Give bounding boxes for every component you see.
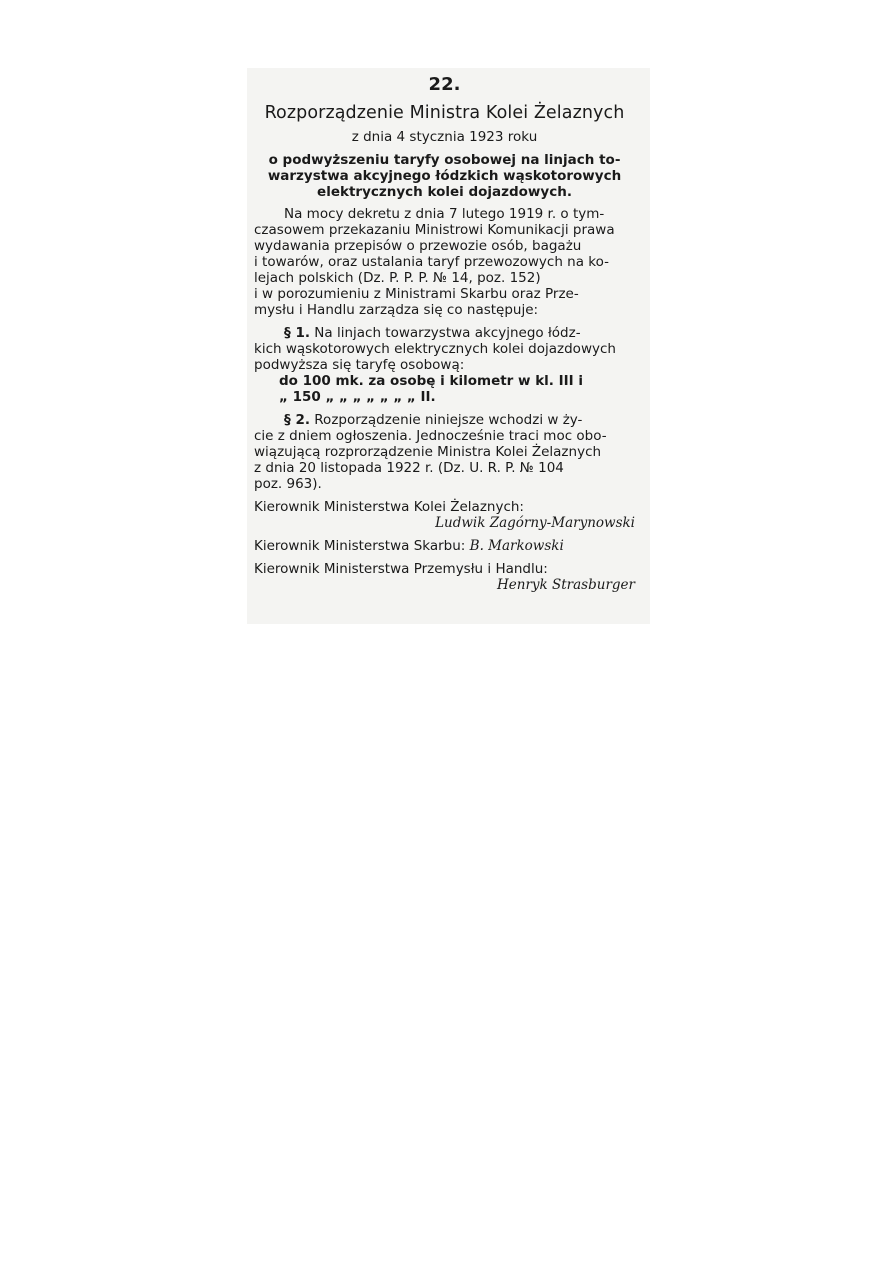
preamble-line: i towarów, oraz ustalania taryf przewozowych na ko- — [254, 254, 610, 270]
preamble-line: Na mocy dekretu z dnia 7 lutego 1919 r. o tym- — [284, 206, 605, 222]
document-subject — [254, 152, 635, 200]
preamble-line: i w porozumieniu z Ministrami Skarbu oraz Prze- — [254, 286, 579, 302]
section-2-line: z dnia 20 listopada 1922 r. (Dz. U. R. P. № 104 — [254, 460, 564, 476]
signature-role: Kierownik Ministerstwa Kolei Żelaznych: — [254, 499, 524, 515]
section-2-text: Rozporządzenie niniejsze wchodzi w ży- — [314, 412, 583, 428]
signatures — [254, 499, 635, 593]
signature-name: Henryk Strasburger — [497, 577, 635, 593]
section-1-first-line — [254, 325, 635, 341]
signature-railways — [254, 499, 635, 531]
document-number: 22. — [428, 74, 461, 95]
signature-role: Kierownik Ministerstwa Przemysłu i Handlu: — [254, 561, 548, 577]
section-2 — [254, 412, 635, 492]
subject-line: elektrycznych kolei dojazdowych. — [317, 184, 572, 200]
subject-line: warzystwa akcyjnego łódzkich wąskotorowych — [267, 168, 622, 184]
section-1-line: kich wąskotorowych elektrycznych kolei dojazdowych — [254, 341, 616, 357]
tariff-line: do 100 mk. za osobę i kilometr w kl. III i — [279, 373, 584, 389]
section-1-text: Na linjach towarzystwa akcyjnego łódz- — [314, 325, 581, 341]
signature-treasury-line — [254, 538, 635, 554]
preamble-line: wydawania przepisów o przewozie osób, bagażu — [254, 238, 582, 254]
section-2-first-line — [254, 412, 635, 428]
preamble — [254, 206, 635, 318]
signature-role: Kierownik Ministerstwa Skarbu: — [254, 538, 466, 554]
document-title: Rozporządzenie Ministra Kolei Żelaznych — [264, 103, 625, 123]
preamble-line: mysłu i Handlu zarządza się co następuje: — [254, 302, 539, 318]
tariff-line: „ 150 „ „ „ „ „ „ „ II. — [279, 389, 436, 405]
section-2-line: cie z dniem ogłoszenia. Jednocześnie traci moc obo- — [254, 428, 607, 444]
section-1 — [254, 325, 635, 373]
subject-line: o podwyższeniu taryfy osobowej na linjach to- — [268, 152, 621, 168]
signature-industry — [254, 561, 635, 593]
signature-name: Ludwik Zagórny-Marynowski — [435, 515, 635, 531]
document-date: z dnia 4 stycznia 1923 roku — [351, 129, 538, 145]
signature-name: B. Markowski — [469, 538, 564, 554]
preamble-line: czasowem przekazaniu Ministrowi Komunikacji prawa — [254, 222, 615, 238]
document-content — [254, 74, 635, 600]
section-2-label: § 2. — [284, 412, 310, 428]
section-1-line: podwyższa się taryfę osobową: — [254, 357, 465, 373]
section-2-line: wiązującą rozprorządzenie Ministra Kolei Żelaznych — [254, 444, 602, 460]
preamble-line: lejach polskich (Dz. P. P. P. № 14, poz. 152) — [254, 270, 541, 286]
section-1-label: § 1. — [284, 325, 310, 341]
signature-treasury — [254, 538, 635, 554]
section-2-line: poz. 963). — [254, 476, 322, 492]
tariff-table — [254, 373, 635, 405]
document-page — [247, 68, 650, 624]
